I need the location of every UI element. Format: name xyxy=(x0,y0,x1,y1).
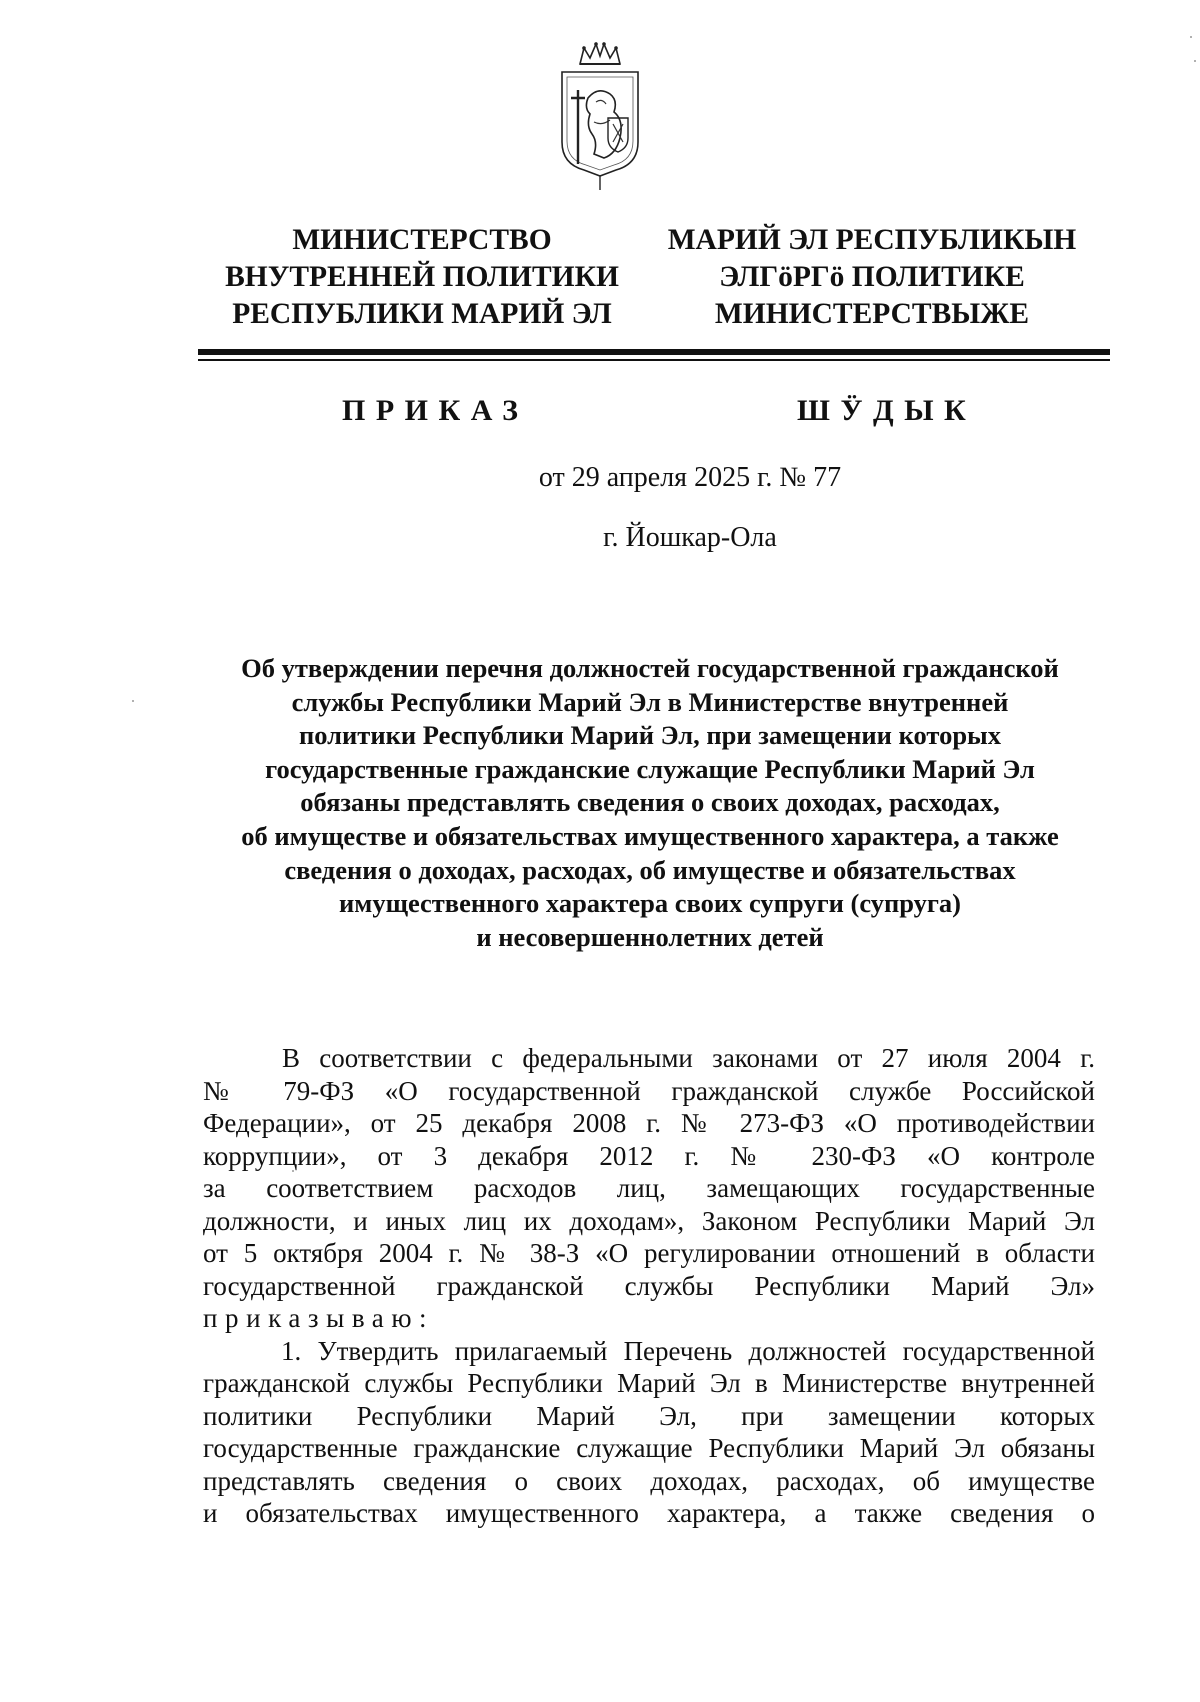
ministry-name-mari xyxy=(652,222,1092,333)
order-body xyxy=(203,1042,1095,1530)
order-title-mari: ШӰДЫК xyxy=(797,394,977,427)
title-line: и несовершеннолетних детей xyxy=(476,921,824,952)
title-line: службы Республики Марий Эл в Министерстве внутренней xyxy=(291,686,1009,717)
ministry-mari-line: МАРИЙ ЭЛ РЕСПУБЛИКЫН xyxy=(667,224,1077,256)
ministry-mari-line: МИНИСТЕРСТВЫЖЕ xyxy=(714,298,1030,330)
title-line: Об утверждении перечня должностей государственной гражданской xyxy=(241,653,1059,683)
ministry-ru-line: ВНУТРЕННЕЙ ПОЛИТИКИ xyxy=(225,261,619,293)
header-divider-thick xyxy=(198,349,1110,355)
body-line: должности, и иных лиц их доходам», Законом Республики Марий Эл xyxy=(203,1205,1095,1236)
body-line: коррупции», от 3 декабря 2012 г. № 230-ФЗ «О контроле xyxy=(203,1140,1095,1171)
body-line: за соответствием расходов лиц, замещающих государственные xyxy=(203,1173,1095,1203)
scan-speck xyxy=(132,700,134,702)
order-city: г. Йошкар-Ола xyxy=(603,522,777,553)
body-line: государственные гражданские служащие Республики Марий Эл обязаны xyxy=(203,1433,1095,1463)
title-line: имущественного характера своих супруги (супруга) xyxy=(339,888,961,919)
coat-of-arms-emblem xyxy=(558,42,642,192)
body-line: представлять сведения о своих доходах, расходах, об имуществе xyxy=(203,1465,1095,1496)
order-title xyxy=(200,652,1100,954)
title-line: об имуществе и обязательствах имущественного характера, а также xyxy=(241,820,1059,851)
body-line: № 79-ФЗ «О государственной гражданской службе Российской xyxy=(203,1075,1095,1106)
body-line: 1. Утвердить прилагаемый Перечень должностей государственной xyxy=(281,1335,1095,1366)
title-line: политики Республики Марий Эл, при замещении которых xyxy=(299,720,1001,751)
body-line: от 5 октября 2004 г. № 38-З «О регулировании отношений в области xyxy=(203,1238,1095,1268)
ministry-ru-line: МИНИСТЕРСТВО xyxy=(292,224,552,256)
scan-speck xyxy=(1194,60,1196,62)
title-line: сведения о доходах, расходах, об имуществе и обязательствах xyxy=(284,854,1016,885)
ministry-name-russian xyxy=(202,222,642,333)
body-line: гражданской службы Республики Марий Эл в Министерстве внутренней xyxy=(203,1368,1095,1398)
body-line: политики Республики Марий Эл, при замещении которых xyxy=(203,1400,1095,1431)
ministry-ru-line: РЕСПУБЛИКИ МАРИЙ ЭЛ xyxy=(232,298,612,330)
header-divider-thin xyxy=(198,359,1110,361)
body-line: и обязательствах имущественного характера, а также сведения о xyxy=(203,1498,1095,1528)
body-line: Федерации», от 25 декабря 2008 г. № 273-ФЗ «О противодействии xyxy=(203,1108,1095,1138)
body-line: В соответствии с федеральными законами от 27 июля 2004 г. xyxy=(282,1043,1095,1073)
body-line: государственной гражданской службы Республики Марий Эл» xyxy=(203,1270,1095,1301)
order-title-russian: ПРИКАЗ xyxy=(342,394,529,427)
scan-speck xyxy=(292,1170,294,1172)
scan-speck xyxy=(1190,36,1192,38)
title-line: обязаны представлять сведения о своих доходах, расходах, xyxy=(300,787,1000,818)
body-line-orders: приказываю: xyxy=(203,1303,435,1333)
ministry-mari-line: ЭЛГӧРГӧ ПОЛИТИКЕ xyxy=(719,261,1025,293)
title-line: государственные гражданские служащие Республики Марий Эл xyxy=(265,753,1035,784)
order-date-number: от 29 апреля 2025 г. № 77 xyxy=(538,462,842,493)
